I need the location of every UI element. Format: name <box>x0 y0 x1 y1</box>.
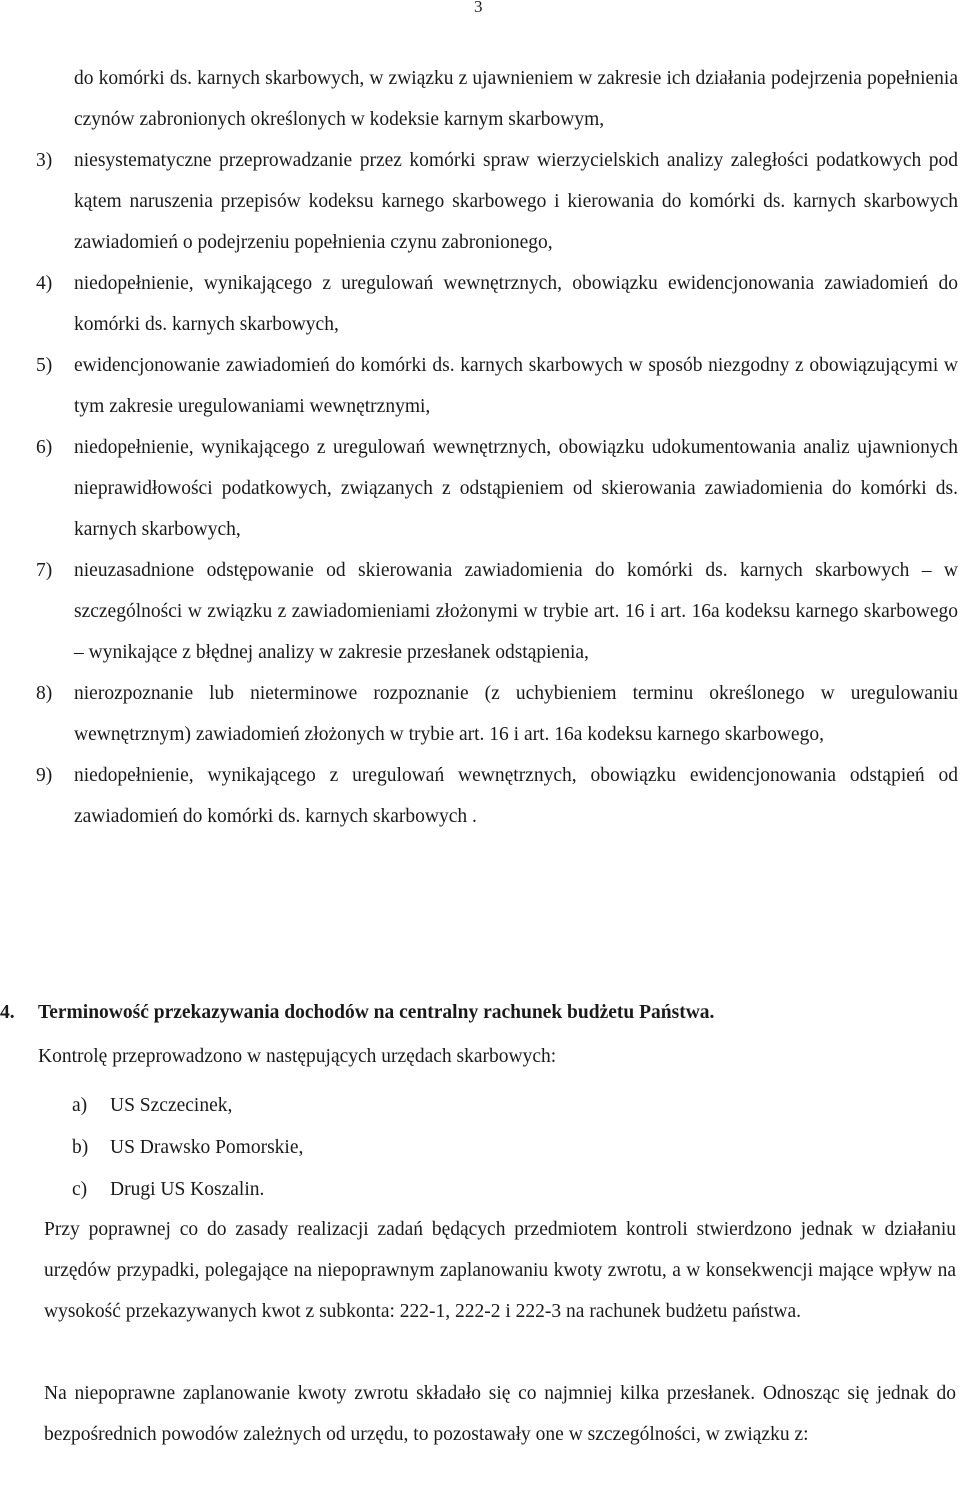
list-item <box>36 58 958 140</box>
list-item-number: 6) <box>36 437 53 458</box>
section-intro: Kontrolę przeprowadzono w następujących urzędach skarbowych: <box>38 1046 557 1067</box>
section-number: 4. <box>0 1002 15 1023</box>
list-item-text: Drugi US Koszalin. <box>110 1179 265 1200</box>
list-item-number: 5) <box>36 355 53 376</box>
paragraph: Przy poprawnej co do zasady realizacji zadań będących przedmiotem kontroli stwierdzono jednak w działaniu urzędów przypadki, polegające na niepoprawnym zaplanowaniu kwoty zwrotu, a w konsekwencji mające wpływ na wysokość przekazywanych kwot z subkonta: 222-1, 222-2 i 222-3 na rachunek budżetu państwa. <box>44 1219 956 1322</box>
list-item-letter: c) <box>72 1179 88 1200</box>
list-item <box>36 673 958 755</box>
list-item <box>36 550 958 673</box>
list-item-text: nierozpoznanie lub nieterminowe rozpoznanie (z uchybieniem terminu określonego w uregulowaniu wewnętrznym) zawiadomień złożonych w trybie art. 16 i art. 16a kodeksu karnego skarbowego, <box>74 683 958 745</box>
page-number: 3 <box>474 0 483 16</box>
list-item <box>36 345 958 427</box>
list-item-text: niedopełnienie, wynikającego z uregulowań wewnętrznych, obowiązku ewidencjonowania zawiadomień do komórki ds. karnych skarbowych, <box>74 273 958 335</box>
list-item <box>36 427 958 550</box>
list-item <box>36 140 958 263</box>
violations-list <box>36 58 958 837</box>
list-item-text: US Drawsko Pomorskie, <box>110 1137 304 1158</box>
list-item-text: do komórki ds. karnych skarbowych, w związku z ujawnieniem w zakresie ich działania podejrzenia popełnienia czynów zabronionych określonych w kodeksie karnym skarbowym, <box>74 68 958 130</box>
list-item-text: US Szczecinek, <box>110 1095 233 1116</box>
list-item-text: ewidencjonowanie zawiadomień do komórki ds. karnych skarbowych w sposób niezgodny z obowiązującymi w tym zakresie uregulowaniami wewnętrznymi, <box>74 355 958 417</box>
list-item-text: nieuzasadnione odstępowanie od skierowania zawiadomienia do komórki ds. karnych skarbowych – w szczególności w związku z zawiadomieniami złożonymi w trybie art. 16 i art. 16a kodeksu karnego skarbowego – wynikające z błędnej analizy w zakresie przesłanek odstąpienia, <box>74 560 958 663</box>
list-item <box>36 755 958 837</box>
offices-list <box>72 1085 303 1211</box>
list-item <box>36 263 958 345</box>
list-item-text: niesystematyczne przeprowadzanie przez komórki spraw wierzycielskich analizy zaległości podatkowych pod kątem naruszenia przepisów kodeksu karnego skarbowego i kierowania do komórki ds. karnych skarbowych zawiadomień o podejrzeniu popełnienia czynu zabronionego, <box>74 150 958 253</box>
list-item-letter: a) <box>72 1095 88 1116</box>
list-item-number: 7) <box>36 560 53 581</box>
list-item-letter: b) <box>72 1137 89 1158</box>
list-item-number: 4) <box>36 273 53 294</box>
paragraph: Na niepoprawne zaplanowanie kwoty zwrotu składało się co najmniej kilka przesłanek. Odnosząc się jednak do bezpośrednich powodów zależnych od urzędu, to pozostawały one w szczególności, w związku z: <box>44 1383 956 1445</box>
list-item-number: 3) <box>36 150 53 171</box>
list-item <box>72 1085 303 1127</box>
list-item-number: 8) <box>36 683 53 704</box>
list-item-number: 9) <box>36 765 53 786</box>
section-title: Terminowość przekazywania dochodów na centralny rachunek budżetu Państwa. <box>38 1002 715 1023</box>
list-item-text: niedopełnienie, wynikającego z uregulowań wewnętrznych, obowiązku ewidencjonowania odstąpień od zawiadomień do komórki ds. karnych skarbowych . <box>74 765 958 827</box>
list-item <box>72 1127 303 1169</box>
list-item <box>72 1169 303 1211</box>
list-item-text: niedopełnienie, wynikającego z uregulowań wewnętrznych, obowiązku udokumentowania analiz ujawnionych nieprawidłowości podatkowych, związanych z odstąpieniem od skierowania zawiadomienia do komórki ds. karnych skarbowych, <box>74 437 958 540</box>
